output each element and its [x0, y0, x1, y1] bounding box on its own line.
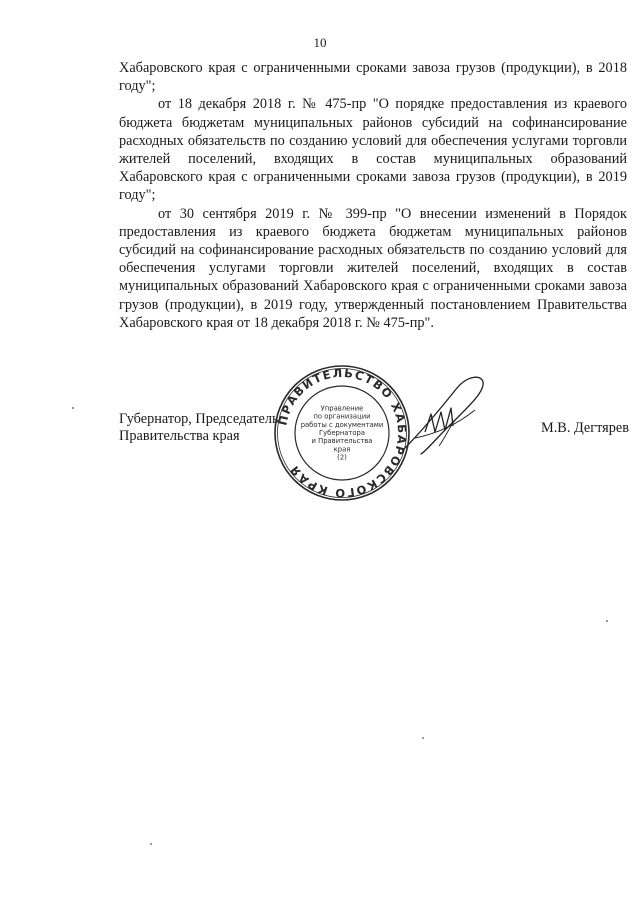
signatory-title — [119, 411, 278, 445]
scan-speck — [72, 407, 74, 409]
paragraph-continuation: Хабаровского края с ограниченными сроками завоза грузов (продукции), в 2018 году"; — [119, 60, 627, 95]
scan-speck — [150, 843, 152, 845]
stamp-center-line: работы с документами — [300, 420, 384, 429]
stamp-center-line: Губернатора — [318, 429, 366, 437]
paragraph-decree-475: от 18 декабря 2018 г. № 475-пр "О порядке предоставления из краевого бюджета бюджетам муниципальных районов субсидий на софинансирование расходных обязательств по созданию условий для обеспечения услугами торговли жителей поселений, входящих в состав муниципальных образований Хабаровского края с ограниченными сроками завоза грузов (продукции), в 2019 году"; — [119, 96, 627, 204]
signatory-name: М.В. Дегтярев — [541, 420, 629, 436]
stamp-center-line: по организации — [313, 412, 371, 421]
stamp-center-line: края — [333, 445, 351, 454]
scan-speck — [606, 620, 608, 622]
stamp-center-line: и Правительства — [311, 437, 373, 446]
body-text — [119, 59, 627, 332]
page-number: 10 — [313, 35, 327, 50]
handwritten-signature — [395, 368, 490, 463]
signatory-title-line2: Правительства края — [119, 428, 240, 444]
scan-speck — [422, 737, 424, 739]
stamp-center-line: Управление — [320, 404, 364, 413]
stamp-center-line: (2) — [337, 453, 347, 462]
paragraph-decree-399: от 30 сентября 2019 г. № 399-пр "О внесении изменений в Порядок предоставления из краевого бюджета бюджетам муниципальных районов субсидий на софинансирование расходных обязательств по созданию условий для обеспечения услугами торговли жителей поселений, входящих в состав муниципальных образований Хабаровского края с ограниченными сроками завоза грузов (продукции), в 2019 году, утвержденный постановлением Правительства Хабаровского края от 18 декабря 2018 г. № 475-пр". — [119, 205, 627, 331]
official-stamp — [272, 363, 412, 503]
signatory-title-line1: Губернатор, Председатель — [119, 411, 279, 427]
stamp-ring-text: ПРАВИТЕЛЬСТВО ХАБАРОВСКОГО КРАЯ — [275, 365, 410, 501]
